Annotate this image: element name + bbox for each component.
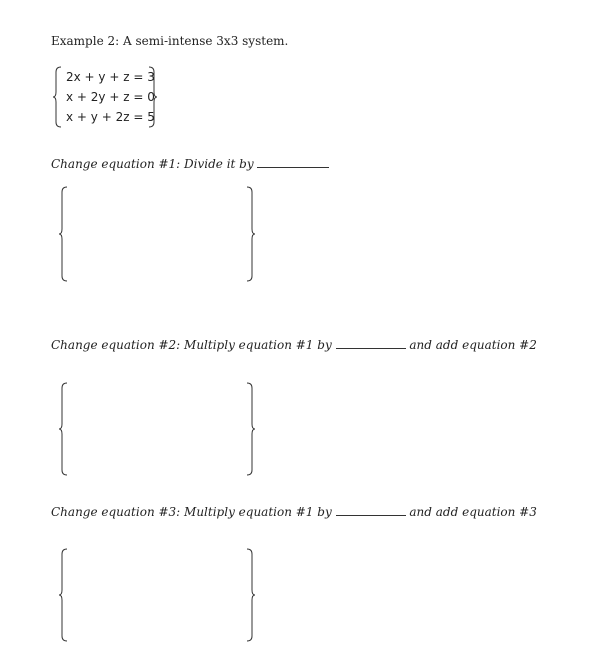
step-2-right-brace <box>246 382 256 476</box>
step-2-instruction <box>51 338 537 352</box>
step-1-text: Change equation #1: Divide it by <box>51 157 254 171</box>
step-2-left-brace <box>58 382 68 476</box>
step-2-suffix: and add equation #2 <box>409 338 537 352</box>
step-1-left-brace <box>58 186 68 282</box>
system-equation-2: x + 2y + z = 0 <box>66 90 155 104</box>
step-2-answer-blank[interactable] <box>336 338 406 349</box>
step-2-text: Change equation #2: Multiply equation #1 by <box>51 338 332 352</box>
step-1-instruction <box>51 157 329 171</box>
step-3-text: Change equation #3: Multiply equation #1 by <box>51 505 332 519</box>
step-3-suffix: and add equation #3 <box>409 505 537 519</box>
step-3-left-brace <box>58 548 68 642</box>
step-3-right-brace <box>246 548 256 642</box>
step-3-instruction <box>51 505 537 519</box>
system-equation-1: 2x + y + z = 3 <box>66 70 155 84</box>
system-left-brace <box>52 66 62 128</box>
step-1-right-brace <box>246 186 256 282</box>
system-equation-3: x + y + 2z = 5 <box>66 110 155 124</box>
example-title: Example 2: A semi-intense 3x3 system. <box>51 34 289 48</box>
step-3-answer-blank[interactable] <box>336 505 406 516</box>
step-1-answer-blank[interactable] <box>257 157 329 168</box>
